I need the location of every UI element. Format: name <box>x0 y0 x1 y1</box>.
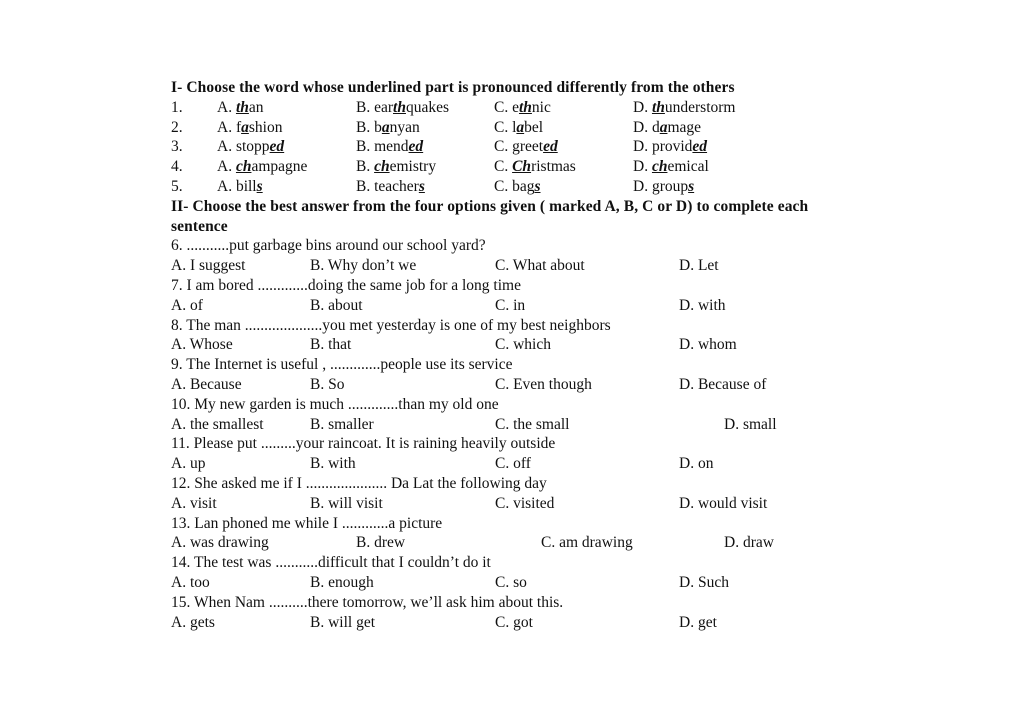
answer-option: A. Whose <box>171 336 233 354</box>
answer-option: B. Why don’t we <box>310 257 417 275</box>
question-text: 13. Lan phoned me while I ............a picture <box>171 514 443 532</box>
section-1-heading: I- Choose the word whose underlined part is pronounced differently from the others <box>171 79 735 96</box>
question-text: 10. My new garden is much .............than my old one <box>171 395 499 413</box>
pronunciation-item <box>171 118 811 138</box>
answer-option: A. up <box>171 455 206 473</box>
option: D. thunderstorm <box>633 98 736 116</box>
answer-options <box>171 335 811 355</box>
option: B. chemistry <box>356 158 437 176</box>
answer-option: B. about <box>310 296 363 314</box>
answer-options <box>171 296 811 316</box>
option: D. groups <box>633 177 695 195</box>
question-text: 7. I am bored .............doing the same job for a long time <box>171 276 521 294</box>
answer-option: B. enough <box>310 573 374 591</box>
answer-options <box>171 613 811 633</box>
answer-option: C. Even though <box>495 375 592 393</box>
answer-option: C. visited <box>495 494 555 512</box>
answer-option: A. Because <box>171 375 242 393</box>
answer-option: A. gets <box>171 613 215 631</box>
answer-option: D. draw <box>724 534 774 552</box>
section-2-questions <box>171 236 811 632</box>
underlined-part: th <box>518 98 532 116</box>
answer-option: D. would visit <box>679 494 768 512</box>
answer-option: C. which <box>495 336 551 354</box>
answer-option: A. the smallest <box>171 415 264 433</box>
option: C. Christmas <box>494 158 576 176</box>
answer-option: D. Let <box>679 257 719 275</box>
option: B. teachers <box>356 177 425 195</box>
answer-option: B. that <box>310 336 352 354</box>
option: A. than <box>217 98 264 116</box>
answer-options <box>171 454 811 474</box>
answer-option: B. will get <box>310 613 376 631</box>
option: C. greeted <box>494 138 558 156</box>
item-number: 1. <box>171 98 183 116</box>
answer-options <box>171 375 811 395</box>
option: D. chemical <box>633 158 709 176</box>
answer-option: A. visit <box>171 494 217 512</box>
answer-option: C. What about <box>495 257 585 275</box>
answer-option: D. get <box>679 613 717 631</box>
option: A. stopped <box>217 138 285 156</box>
question-text: 14. The test was ...........difficult that I couldn’t do it <box>171 554 491 572</box>
underlined-part: ed <box>408 138 424 156</box>
item-number: 3. <box>171 138 183 156</box>
question-text: 9. The Internet is useful , .............people use its service <box>171 356 513 374</box>
answer-option: A. was drawing <box>171 534 269 552</box>
answer-option: C. am drawing <box>541 534 633 552</box>
item-number: 5. <box>171 177 183 195</box>
answer-option: C. off <box>495 455 531 473</box>
underlined-part: s <box>688 177 695 195</box>
answer-options <box>171 533 811 553</box>
underlined-part: s <box>256 177 263 195</box>
answer-options <box>171 494 811 514</box>
underlined-part: ch <box>235 158 252 176</box>
answer-option: C. so <box>495 573 527 591</box>
pronunciation-item <box>171 177 811 197</box>
item-number: 2. <box>171 118 183 136</box>
pronunciation-item <box>171 98 811 118</box>
underlined-part: a <box>659 118 668 136</box>
answer-option: C. the small <box>495 415 570 433</box>
underlined-part: s <box>534 177 541 195</box>
question-text: 12. She asked me if I ..................... Da Lat the following day <box>171 474 547 492</box>
answer-option: A. I suggest <box>171 257 246 275</box>
answer-options <box>171 573 811 593</box>
option: C. label <box>494 118 544 136</box>
underlined-part: s <box>418 177 425 195</box>
option: C. bags <box>494 177 541 195</box>
option: A. fashion <box>217 118 283 136</box>
option: A. champagne <box>217 158 308 176</box>
answer-options <box>171 256 811 276</box>
answer-option: B. drew <box>356 534 406 552</box>
item-number: 4. <box>171 158 183 176</box>
underlined-part: a <box>241 118 249 136</box>
question-text: 8. The man ....................you met yesterday is one of my best neighbors <box>171 316 611 334</box>
underlined-part: ed <box>692 138 708 156</box>
answer-option: D. whom <box>679 336 737 354</box>
answer-option: D. Such <box>679 573 729 591</box>
option: D. provided <box>633 138 708 156</box>
answer-option: C. in <box>495 296 526 314</box>
option: B. banyan <box>356 118 420 136</box>
underlined-part: ed <box>543 138 558 156</box>
option: A. bills <box>217 177 263 195</box>
answer-option: B. with <box>310 455 356 473</box>
underlined-part: Ch <box>512 158 532 176</box>
option: C. ethnic <box>494 98 551 116</box>
answer-option: B. smaller <box>310 415 374 433</box>
answer-option: B. So <box>310 375 345 393</box>
section-2-heading: II- Choose the best answer from the four options given ( marked A, B, C or D) to complete each sentence <box>171 197 809 235</box>
worksheet <box>171 78 811 632</box>
option: B. earthquakes <box>356 98 449 116</box>
answer-options <box>171 415 811 435</box>
answer-option: D. small <box>724 415 777 433</box>
answer-option: D. on <box>679 455 714 473</box>
question-text: 6. ...........put garbage bins around our school yard? <box>171 237 486 255</box>
question-text: 15. When Nam ..........there tomorrow, we’ll ask him about this. <box>171 593 564 611</box>
question-text: 11. Please put .........your raincoat. It is raining heavily outside <box>171 435 556 453</box>
answer-option: C. got <box>495 613 533 631</box>
option: B. mended <box>356 138 424 156</box>
answer-option: D. Because of <box>679 375 767 393</box>
underlined-part: th <box>651 98 665 116</box>
underlined-part: a <box>516 118 525 136</box>
section-1-items <box>171 98 811 197</box>
answer-option: D. with <box>679 296 726 314</box>
underlined-part: th <box>235 98 249 116</box>
answer-option: A. of <box>171 296 203 314</box>
answer-option: A. too <box>171 573 210 591</box>
pronunciation-item <box>171 137 811 157</box>
underlined-part: ch <box>374 158 390 176</box>
answer-option: B. will visit <box>310 494 383 512</box>
underlined-part: a <box>381 118 390 136</box>
underlined-part: th <box>393 98 406 116</box>
option: D. damage <box>633 118 702 136</box>
underlined-part: ch <box>651 158 668 176</box>
underlined-part: ed <box>269 138 285 156</box>
pronunciation-item <box>171 157 811 177</box>
